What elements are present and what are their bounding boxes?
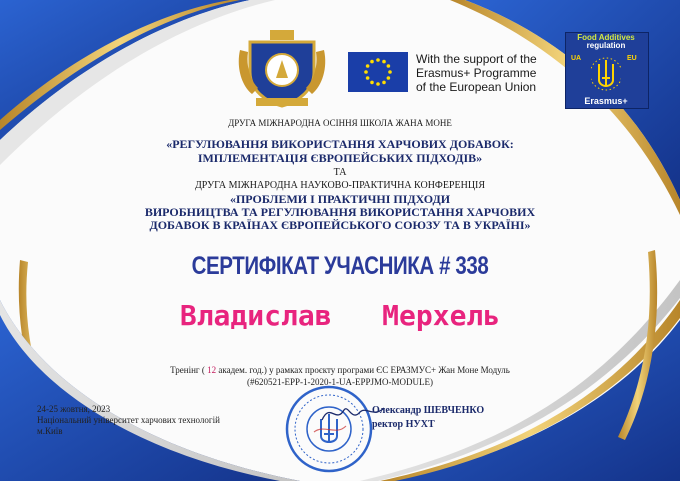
eu-star	[387, 76, 391, 80]
conference-title-line1: «ПРОБЛЕМИ І ПРАКТИЧНІ ПІДХОДИ	[229, 192, 451, 206]
signer-title: ректор НУХТ	[372, 419, 435, 430]
eu-star	[382, 60, 386, 64]
eu-star	[364, 70, 368, 74]
training-suffix: академ. год.) у рамках проєкту програми ЄС ЕРАЗМУС+ Жан Моне Модуль	[218, 365, 510, 375]
eu-star	[376, 58, 380, 62]
school-title-line2: ІМПЛЕМЕНТАЦІЯ ЄВРОПЕЙСЬКИХ ПІДХОДІВ»	[197, 151, 483, 165]
footer-left-info	[37, 404, 220, 437]
school-title-line1: «РЕГУЛЮВАННЯ ВИКОРИСТАННЯ ХАРЧОВИХ ДОБАВОК:	[166, 137, 514, 151]
training-hours: 12	[207, 365, 217, 375]
event-city: м.Київ	[37, 426, 63, 436]
conference-title-line3: ДОБАВОК В КРАЇНАХ ЄВРОПЕЙСЬКОГО СОЮЗУ ТА В УКРАЇНІ»	[149, 218, 531, 232]
conference-name: ДРУГА МІЖНАРОДНА НАУКОВО-ПРАКТИЧНА КОНФЕРЕНЦІЯ	[194, 180, 486, 191]
erasmus-line-2: Erasmus+ Programme	[416, 66, 537, 80]
eu-star	[376, 82, 380, 86]
event-date: 24-25 жовтня, 2023	[37, 404, 111, 414]
eu-star	[366, 64, 370, 68]
eu-star	[370, 81, 374, 85]
certificate-number: 338	[455, 252, 489, 280]
food-additives-title-line2: regulation	[586, 41, 626, 50]
eu-star	[388, 70, 392, 74]
eu-star	[382, 81, 386, 85]
eu-star	[366, 76, 370, 80]
eu-star	[387, 64, 391, 68]
erasmus-support-text	[416, 52, 537, 94]
conference-title	[100, 193, 580, 232]
certificate-label: СЕРТИФІКАТ УЧАСНИКА #	[191, 252, 451, 280]
food-additives-ua-label: UA	[571, 55, 582, 62]
eu-flag-icon	[348, 52, 408, 92]
university-emblem	[236, 28, 328, 110]
conjunction-text: ТА	[333, 167, 347, 178]
food-additives-title	[565, 34, 647, 50]
eu-star	[370, 60, 374, 64]
school-name: ДРУГА МІЖНАРОДНА ОСІННЯ ШКОЛА ЖАНА МОНЕ	[228, 118, 452, 128]
certificate-heading	[168, 252, 512, 281]
signer-name: Олександр ШЕВЧЕНКО	[372, 405, 485, 416]
project-code: (#620521-EPP-1-2020-1-UA-EPPJMO-MODULE)	[247, 377, 433, 387]
food-additives-bottom-label: Erasmus+	[584, 96, 628, 106]
ukraine-trident-icon	[591, 54, 621, 94]
conference-title-line2: ВИРОБНИЦТВА ТА РЕГУЛЮВАННЯ ВИКОРИСТАННЯ ХАРЧОВИХ	[144, 205, 536, 219]
recipient-name: Владислав Мерхель	[179, 299, 501, 332]
training-info	[110, 364, 570, 388]
signer-block	[372, 404, 484, 432]
erasmus-line-3: of the European Union	[416, 80, 537, 94]
training-prefix: Тренінг (	[170, 365, 205, 375]
university-name: Національний університет харчових технологій	[37, 415, 220, 425]
training-line	[110, 364, 570, 376]
erasmus-line-1: With the support of the	[416, 52, 537, 66]
food-additives-title-line1: Food Additives	[577, 33, 635, 42]
school-title	[100, 137, 580, 165]
food-additives-eu-label: EU	[627, 55, 637, 62]
